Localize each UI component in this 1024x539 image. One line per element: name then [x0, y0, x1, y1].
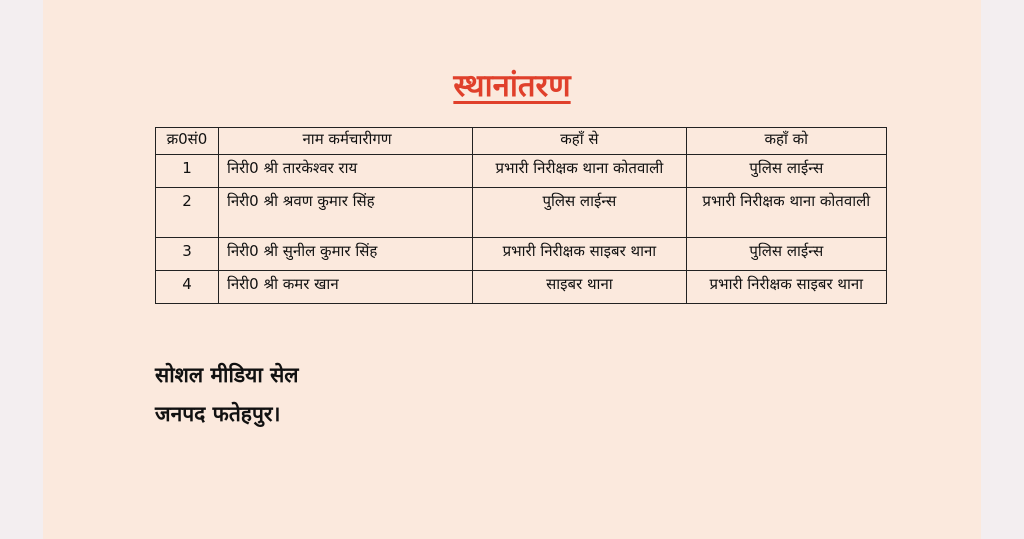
cell-employee-name: निरी0 श्री तारकेश्वर राय: [218, 155, 472, 188]
table-row: [156, 238, 887, 271]
footer-department: सोशल मीडिया सेल: [155, 363, 299, 387]
cell-employee-name: निरी0 श्री सुनील कुमार सिंह: [218, 238, 472, 271]
table-header-row: [156, 128, 887, 155]
header-to: कहाँ को: [686, 128, 886, 155]
cell-serial-number: 2: [156, 188, 219, 238]
cell-from: साइबर थाना: [473, 271, 686, 304]
transfer-table: [155, 127, 887, 304]
header-from: कहाँ से: [473, 128, 686, 155]
table-row: [156, 271, 887, 304]
cell-from: प्रभारी निरीक्षक थाना कोतवाली: [473, 155, 686, 188]
table-row: [156, 155, 887, 188]
cell-employee-name: निरी0 श्री श्रवण कुमार सिंह: [218, 188, 472, 238]
cell-serial-number: 1: [156, 155, 219, 188]
cell-serial-number: 4: [156, 271, 219, 304]
cell-to: पुलिस लाईन्स: [686, 238, 886, 271]
cell-serial-number: 3: [156, 238, 219, 271]
document-page: [43, 0, 981, 539]
cell-from: पुलिस लाईन्स: [473, 188, 686, 238]
page-title: स्थानांतरण: [453, 68, 571, 104]
header-serial-number: क्र0सं0: [156, 128, 219, 155]
cell-to: प्रभारी निरीक्षक थाना कोतवाली: [686, 188, 886, 238]
cell-to: प्रभारी निरीक्षक साइबर थाना: [686, 271, 886, 304]
cell-employee-name: निरी0 श्री कमर खान: [218, 271, 472, 304]
cell-to: पुलिस लाईन्स: [686, 155, 886, 188]
table-row: [156, 188, 887, 238]
cell-from: प्रभारी निरीक्षक साइबर थाना: [473, 238, 686, 271]
footer-district: जनपद फतेहपुर।: [155, 402, 281, 426]
header-employee-name: नाम कर्मचारीगण: [218, 128, 472, 155]
